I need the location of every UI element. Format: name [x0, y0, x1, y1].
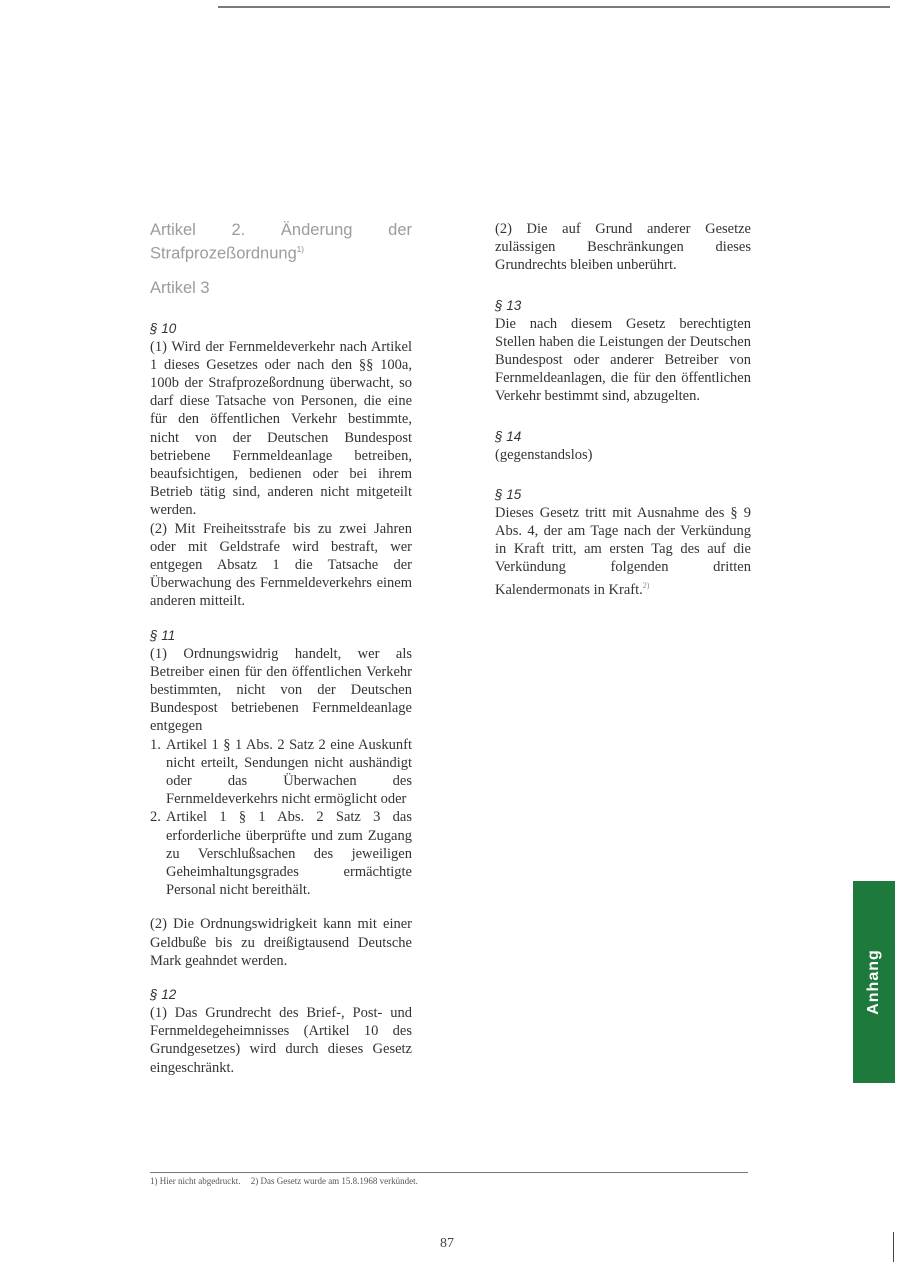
- section-11: [150, 627, 412, 970]
- artikel-2-heading: [150, 220, 412, 264]
- top-rule: [218, 6, 890, 8]
- section-11-list: [150, 736, 412, 900]
- list-item-number: 1.: [150, 736, 161, 753]
- section-11-paragraph-2: (2) Die Ordnungswidrigkeit kann mit einer Geldbuße bis zu dreißigtausend Deutsche Mark geahndet werden.: [150, 916, 412, 969]
- footnote-2: 2) Das Gesetz wurde am 15.8.1968 verkündet.: [250, 1176, 418, 1186]
- section-11-paragraph-1: (1) Ordnungswidrig handelt, wer als Betreiber einen für den öffentlichen Verkehr bestimmten, nicht von der Deutschen Bundespost betriebenen Fernmeldeanlage entgegen: [150, 645, 412, 735]
- section-12-paragraph-1: (1) Das Grundrecht des Brief-, Post- und Fernmeldegeheimnisses (Artikel 10 des Grundgesetzes) wird durch dieses Gesetz eingeschränkt.: [150, 1005, 412, 1076]
- footnote-ref-1: 1): [296, 245, 304, 254]
- section-15-title: § 15: [495, 486, 522, 502]
- artikel-2-heading-text: Artikel 2. Änderung der Strafprozeßordnung: [150, 221, 412, 263]
- section-10-paragraph-1: (1) Wird der Fernmeldeverkehr nach Artikel 1 dieses Gesetzes oder nach den §§ 100a, 100b der Strafprozeßordnung überwacht, so darf diese Tatsache von Personen, die eine für den öffentlichen Verkehr bestimmte, nicht von der Deutschen Bundespost betriebene Fernmeldeanlage betreiben, beaufsichtigen, bedienen oder bei ihrem Betrieb tätig sind, anderen nicht mitgeteilt werden.: [150, 338, 412, 519]
- section-12-title: § 12: [150, 987, 177, 1002]
- left-column: [150, 220, 412, 1077]
- footnote-rule: [150, 1172, 748, 1173]
- list-item-text: Artikel 1 § 1 Abs. 2 Satz 2 eine Auskunft nicht erteilt, Sendungen nicht aushändigt oder das Überwachen des Fernmeldeverkehrs nicht ermöglicht oder: [166, 736, 412, 808]
- section-15-paragraph: [495, 504, 751, 599]
- list-item: [150, 808, 412, 899]
- section-14: [495, 428, 751, 464]
- section-12: [150, 986, 412, 1077]
- section-12-paragraph-2: (2) Die auf Grund anderer Gesetze zulässigen Beschränkungen dieses Grundrechts bleiben unberührt.: [495, 221, 751, 274]
- list-item-text: Artikel 1 § 1 Abs. 2 Satz 3 das erforderliche überprüfte und zum Zugang zu Verschlußsachen des jeweiligen Geheimhaltungsgrades ermächtigte Personal nicht bereithält.: [166, 809, 412, 899]
- section-15: [495, 486, 751, 599]
- section-10: [150, 320, 412, 611]
- section-15-text: Dieses Gesetz tritt mit Ausnahme des § 9 Abs. 4, der am Tage nach der Verkündung in Kraft tritt, am ersten Tag des auf die Verkündung folgenden dritten Kalendermonats in Kraft.: [495, 504, 751, 598]
- edge-mark: [893, 1232, 894, 1262]
- section-14-title: § 14: [495, 428, 522, 444]
- section-13-paragraph: Die nach diesem Gesetz berechtigten Stellen haben die Leistungen der Deutschen Bundespost oder anderer Betreiber von Fernmeldeanlagen, die für den öffentlichen Verkehr bestimmt sind, abzugelten.: [495, 315, 751, 405]
- anhang-side-tab[interactable]: [853, 881, 895, 1083]
- footnote-1: 1) Hier nicht abgedruckt.: [150, 1176, 241, 1186]
- anhang-tab-label: Anhang: [865, 949, 883, 1015]
- list-item-number: 2.: [150, 809, 161, 826]
- artikel-3-heading: Artikel 3: [150, 278, 210, 297]
- footnotes: [150, 1176, 418, 1186]
- section-13: [495, 297, 751, 406]
- footnote-ref-2: 2): [642, 580, 650, 590]
- section-13-title: § 13: [495, 297, 522, 313]
- section-11-title: § 11: [150, 627, 176, 643]
- section-14-paragraph: (gegenstandslos): [495, 446, 593, 463]
- section-10-paragraph-2: (2) Mit Freiheitsstrafe bis zu zwei Jahren oder mit Geldstrafe wird bestraft, wer entgegen Absatz 1 die Tatsache der Überwachung des Fernmeldeverkehrs einem anderen mitteilt.: [150, 520, 412, 610]
- page-number: 87: [440, 1236, 454, 1251]
- right-column: [495, 220, 751, 599]
- section-10-title: § 10: [150, 320, 177, 336]
- list-item: [150, 736, 412, 809]
